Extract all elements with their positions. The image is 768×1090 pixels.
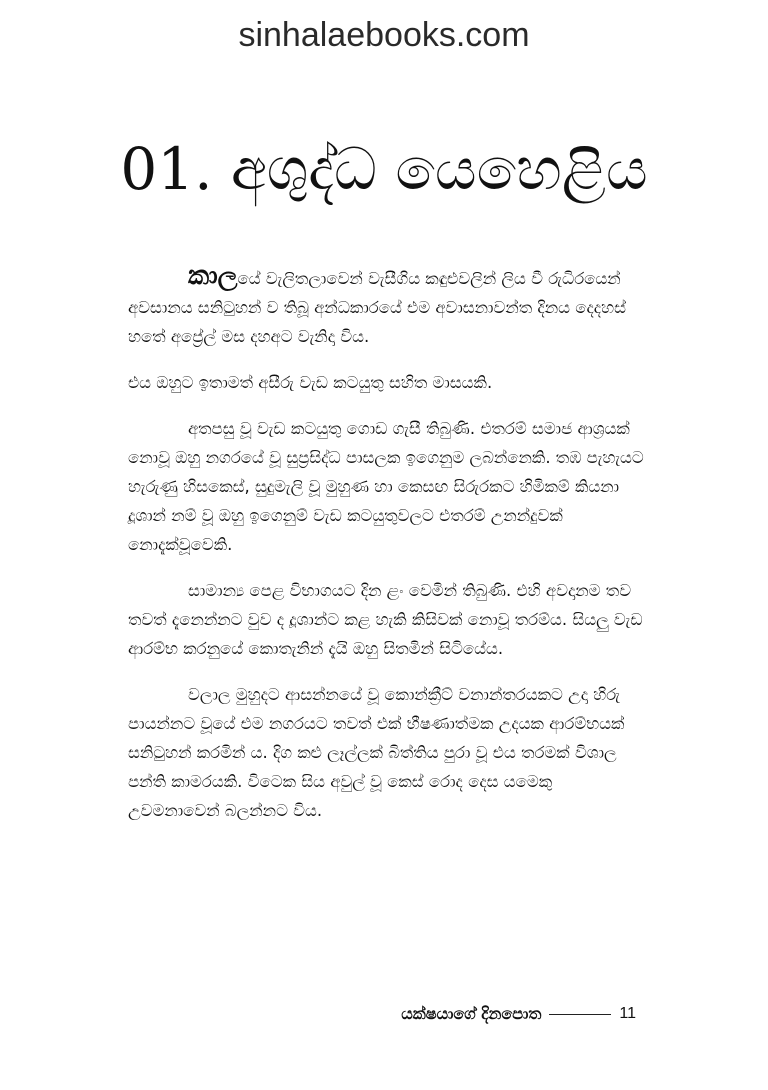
paragraph-4: සාමාන්‍ය පෙළ විභාගයට දින ළං වෙමින් තිබුණි. එහි අවදානම තව තවත් දැනෙන්නට වුව ද දූශාන්ට කළ හැකි කිසිවක් නොවූ තරම්ය. සියලු වැඩ ආරම්භ කරනුයේ කොතැනින් දැයි ඔහු සිතමින් සිටියේය. (128, 581, 643, 658)
paragraph-5: වලාල මුහුදට ආසන්නයේ වූ කොන්ක්‍රීට් වනාන්තරයකට උදා හිරු පායන්නට වූයේ එම නගරයට තවත් එක් භීෂණාත්මක උදයක ආරම්භයක් සනිටුහන් කරමින් ය. දිග කළු ලෑල්ලක් බිත්තිය පුරා වූ එය තරමක් විශාල පන්ති කාමරයකි. විටෙක සිය අවුල් වූ කෙස් රොද දෙස යමෙකු උවමනාවෙන් බලන්නට විය. (128, 685, 625, 820)
footer-rule (549, 1014, 611, 1015)
page-footer (401, 1004, 636, 1024)
page-number: 11 (619, 1005, 636, 1022)
chapter-title: 01. අශුද්ධ යෙහෙළිය (120, 135, 648, 203)
paragraph-1 (128, 262, 644, 351)
lead-word: කාල (188, 261, 238, 291)
paragraph-text: යේ වැලිතලාවෙන් වැසීගිය කඳුළුවලින් ලිය වී රුධිරයෙන් අවසානය සනිටුහන් ව තිබූ අන්ධකාරයේ එම අවාසනාවන්ත දිනය දෙදහස් හතේ අප්‍රේල් මස දහඅට වැනිදා විය. (128, 269, 626, 346)
chapter-body (128, 262, 644, 842)
paragraph-3: අතපසු වූ වැඩ කටයුතු ගොඩ ගැසී තිබුණි. එතරම් සමාජ ආශ්‍රයක් නොවූ ඔහු නගරයේ වූ සුප්‍රසිද්ධ පාසලක ඉගෙනුම ලබන්නෙකි. තඹ පැහැයට හැරුණු හිසකෙස්, සුදුමැලි වූ මුහුණ හා කෙසඟ සිරුරකට හිමිකම් කියනා දූශාන් නම් වූ ඔහු ඉගෙනුම් වැඩ කටයුතුවලට එතරම් උනන්දුවක් නොදැක්වූවෙකි. (128, 419, 644, 554)
running-book-title: යක්ෂයාගේ දිනපොත (401, 1004, 542, 1023)
paragraph-2: එය ඔහුට ඉතාමත් අසීරු වැඩ කටයුතු සහිත මාසයකි. (128, 373, 493, 392)
site-watermark: sinhalaebooks.com (238, 16, 530, 54)
